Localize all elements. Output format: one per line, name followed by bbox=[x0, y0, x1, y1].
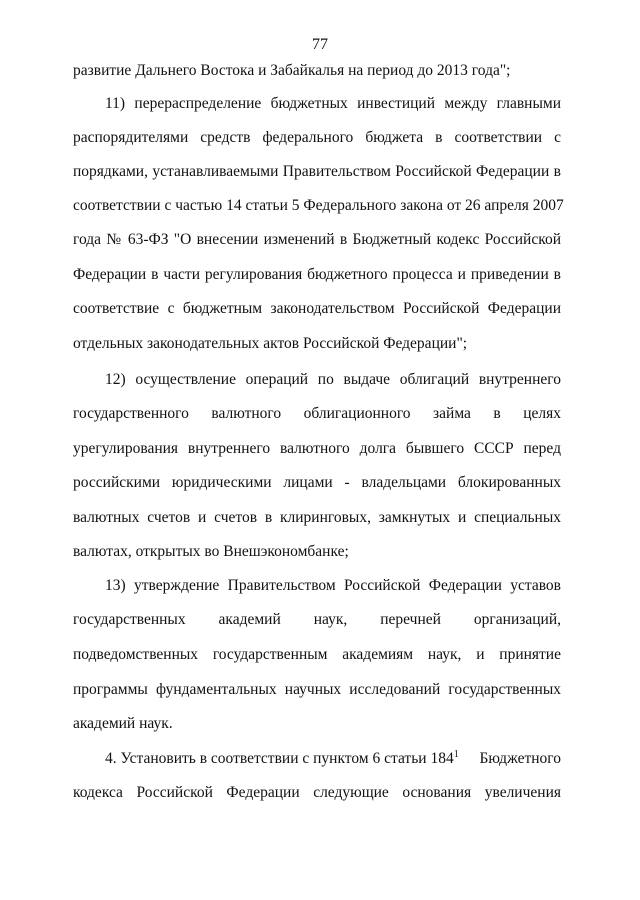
text-line: развитие Дальнего Востока и Забайкалья на период до 2013 года"; bbox=[73, 62, 511, 79]
text-line: урегулирования внутреннего валютного долга бывшего СССР перед bbox=[73, 440, 561, 457]
text-line: валютах, открытых во Внешэкономбанке; bbox=[73, 543, 349, 560]
text-line: соответствие с бюджетным законодательством Российской Федерации bbox=[73, 300, 561, 317]
text-line: распорядителями средств федерального бюджета в соответствии с bbox=[73, 129, 561, 146]
page-number: 77 bbox=[312, 36, 328, 53]
text-line: 11) перераспределение бюджетных инвестиций между главными bbox=[105, 95, 561, 112]
text-line: 13) утверждение Правительством Российской Федерации уставов bbox=[105, 577, 561, 594]
text-line: Федерации в части регулирования бюджетного процесса и приведении в bbox=[73, 266, 561, 283]
text-line: государственного валютного облигационного займа в целях bbox=[73, 405, 561, 422]
text-line: российскими юридическими лицами - владельцами блокированных bbox=[73, 474, 561, 491]
text-line bbox=[105, 748, 561, 770]
text-line: программы фундаментальных научных исследований государственных bbox=[73, 681, 561, 698]
text-line: академий наук. bbox=[73, 715, 173, 732]
text-line: государственных академий наук, перечней организаций, bbox=[73, 611, 561, 628]
text-line: кодекса Российской Федерации следующие основания увеличения bbox=[73, 784, 561, 801]
text-line: порядками, устанавливаемыми Правительством Российской Федерации в bbox=[73, 163, 561, 180]
superscript: 1 bbox=[453, 748, 459, 760]
text-line: отдельных законодательных актов Российской Федерации"; bbox=[73, 335, 468, 352]
text-line: валютных счетов и счетов в клиринговых, замкнутых и специальных bbox=[73, 509, 561, 526]
text-line: года № 63-ФЗ "О внесении изменений в Бюджетный кодекс Российской bbox=[73, 231, 561, 248]
text-line: 12) осуществление операций по выдаче облигаций внутреннего bbox=[105, 371, 561, 388]
text-fragment: Бюджетного bbox=[479, 750, 561, 767]
text-line: подведомственных государственным академиям наук, и принятие bbox=[73, 646, 561, 663]
text-fragment: 4. Установить в соответствии с пунктом 6 статьи $184^1$ bbox=[105, 748, 459, 767]
text-line: соответствии с частью 14 статьи 5 Федерального закона от 26 апреля 2007 bbox=[73, 197, 564, 214]
